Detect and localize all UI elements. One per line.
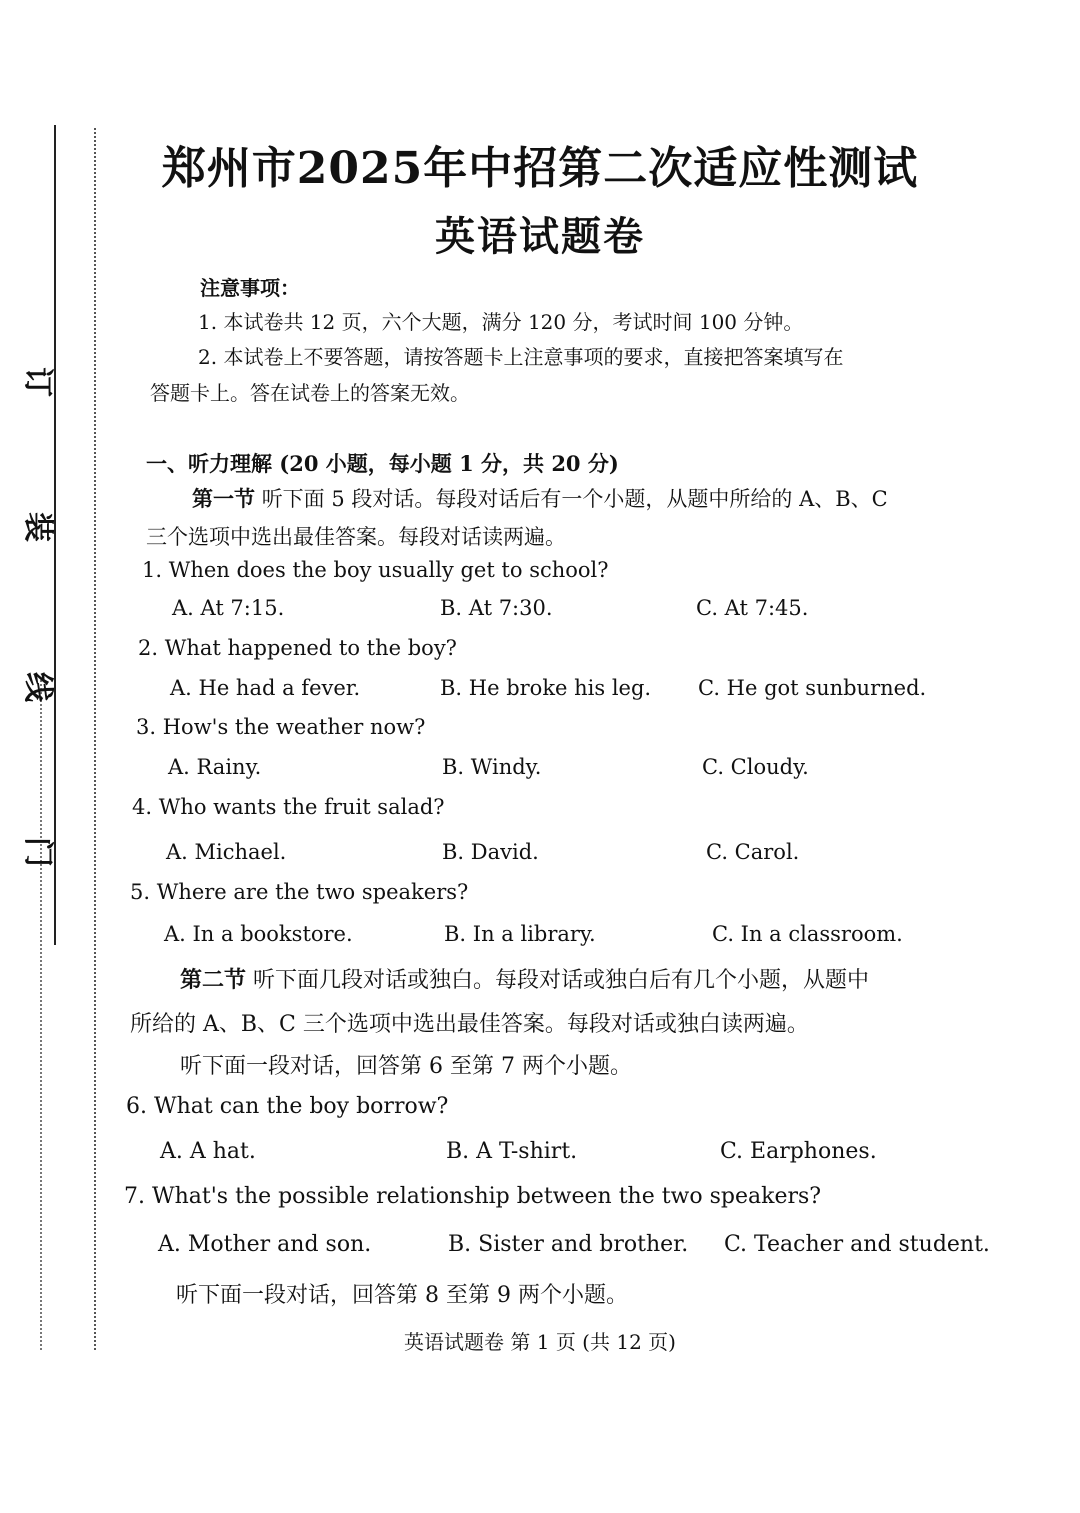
note-item: 1. 本试卷共 12 页，六个大题，满分 120 分，考试时间 100 分钟。 (198, 310, 804, 334)
question-text: What's the possible relationship between the two speakers? (152, 1184, 822, 1209)
option: C. Cloudy. (702, 755, 809, 779)
option: C. Teacher and student. (724, 1232, 990, 1257)
dotted-margin-line (40, 680, 42, 1350)
dialog-instruction: 听下面一段对话，回答第 8 至第 9 两个小题。 (176, 1283, 628, 1308)
section-text: 听下面 5 段对话。每段对话后有一个小题，从题中所给的 A、B、C (261, 487, 888, 511)
note-item: 答题卡上。答在试卷上的答案无效。 (150, 381, 470, 405)
question (130, 880, 468, 904)
question (138, 636, 457, 660)
option: B. Sister and brother. (448, 1232, 689, 1257)
option: C. At 7:45. (696, 596, 809, 620)
margin-mark: 线 (20, 672, 55, 702)
question-number: 7. (124, 1184, 145, 1209)
option: A. Michael. (166, 840, 287, 864)
option: A. He had a fever. (170, 676, 361, 700)
section-label: 第二节 (180, 967, 247, 993)
option: A. In a bookstore. (164, 922, 353, 946)
option: C. In a classroom. (712, 922, 903, 946)
question-number: 3. (136, 715, 157, 739)
option: C. Earphones. (720, 1139, 877, 1164)
part-heading: 一、听力理解 (20 小题，每小题 1 分，共 20 分) (146, 451, 619, 476)
option: A. A hat. (160, 1139, 256, 1164)
notes-heading: 注意事项： (200, 276, 300, 300)
question-number: 2. (138, 636, 159, 660)
question (142, 558, 609, 582)
margin-mark: 门 (20, 837, 55, 867)
option: B. Windy. (442, 755, 542, 779)
question-number: 1. (142, 558, 163, 582)
section1-intro-cont: 三个选项中选出最佳答案。每段对话读两遍。 (146, 525, 566, 549)
dotted-cut-line (94, 128, 96, 1350)
question-text: How's the weather now? (162, 715, 426, 739)
page-footer: 英语试题卷 第 1 页 (共 12 页) (404, 1330, 676, 1354)
section2-intro (180, 963, 869, 994)
option: C. He got sunburned. (698, 676, 927, 700)
option: B. In a library. (444, 922, 596, 946)
option: C. Carol. (706, 840, 800, 864)
option: B. David. (442, 840, 539, 864)
margin-mark: 订 (20, 367, 55, 397)
question (136, 715, 425, 739)
question-number: 4. (132, 795, 153, 819)
section-text: 听下面几段对话或独白。每段对话或独白后有几个小题，从题中 (253, 968, 870, 993)
question-text: Who wants the fruit salad? (158, 795, 445, 819)
question (132, 795, 445, 819)
question-text: Where are the two speakers? (156, 880, 469, 904)
option: A. Rainy. (168, 755, 262, 779)
exam-subtitle: 英语试题卷 (435, 213, 645, 260)
question-number: 6. (126, 1094, 147, 1119)
note-item: 2. 本试卷上不要答题，请按答题卡上注意事项的要求，直接把答案填写在 (198, 345, 844, 369)
exam-title: 郑州市2025年中招第二次适应性测试 (161, 143, 919, 194)
option: A. At 7:15. (172, 596, 285, 620)
question-number: 5. (130, 880, 151, 904)
section2-intro-cont: 所给的 A、B、C 三个选项中选出最佳答案。每段对话或独白读两遍。 (130, 1012, 809, 1037)
section1-intro (192, 483, 888, 513)
option: B. At 7:30. (440, 596, 553, 620)
option: B. A T-shirt. (446, 1139, 578, 1164)
question (126, 1094, 448, 1119)
margin-mark: 装 (20, 512, 55, 542)
question-text: When does the boy usually get to school? (168, 558, 609, 582)
question (124, 1184, 821, 1209)
section-label: 第一节 (192, 486, 255, 511)
dialog-instruction: 听下面一段对话，回答第 6 至第 7 两个小题。 (180, 1054, 632, 1079)
question-text: What can the boy borrow? (154, 1094, 449, 1119)
option: A. Mother and son. (158, 1232, 372, 1257)
option: B. He broke his leg. (440, 676, 652, 700)
question-text: What happened to the boy? (164, 636, 457, 660)
